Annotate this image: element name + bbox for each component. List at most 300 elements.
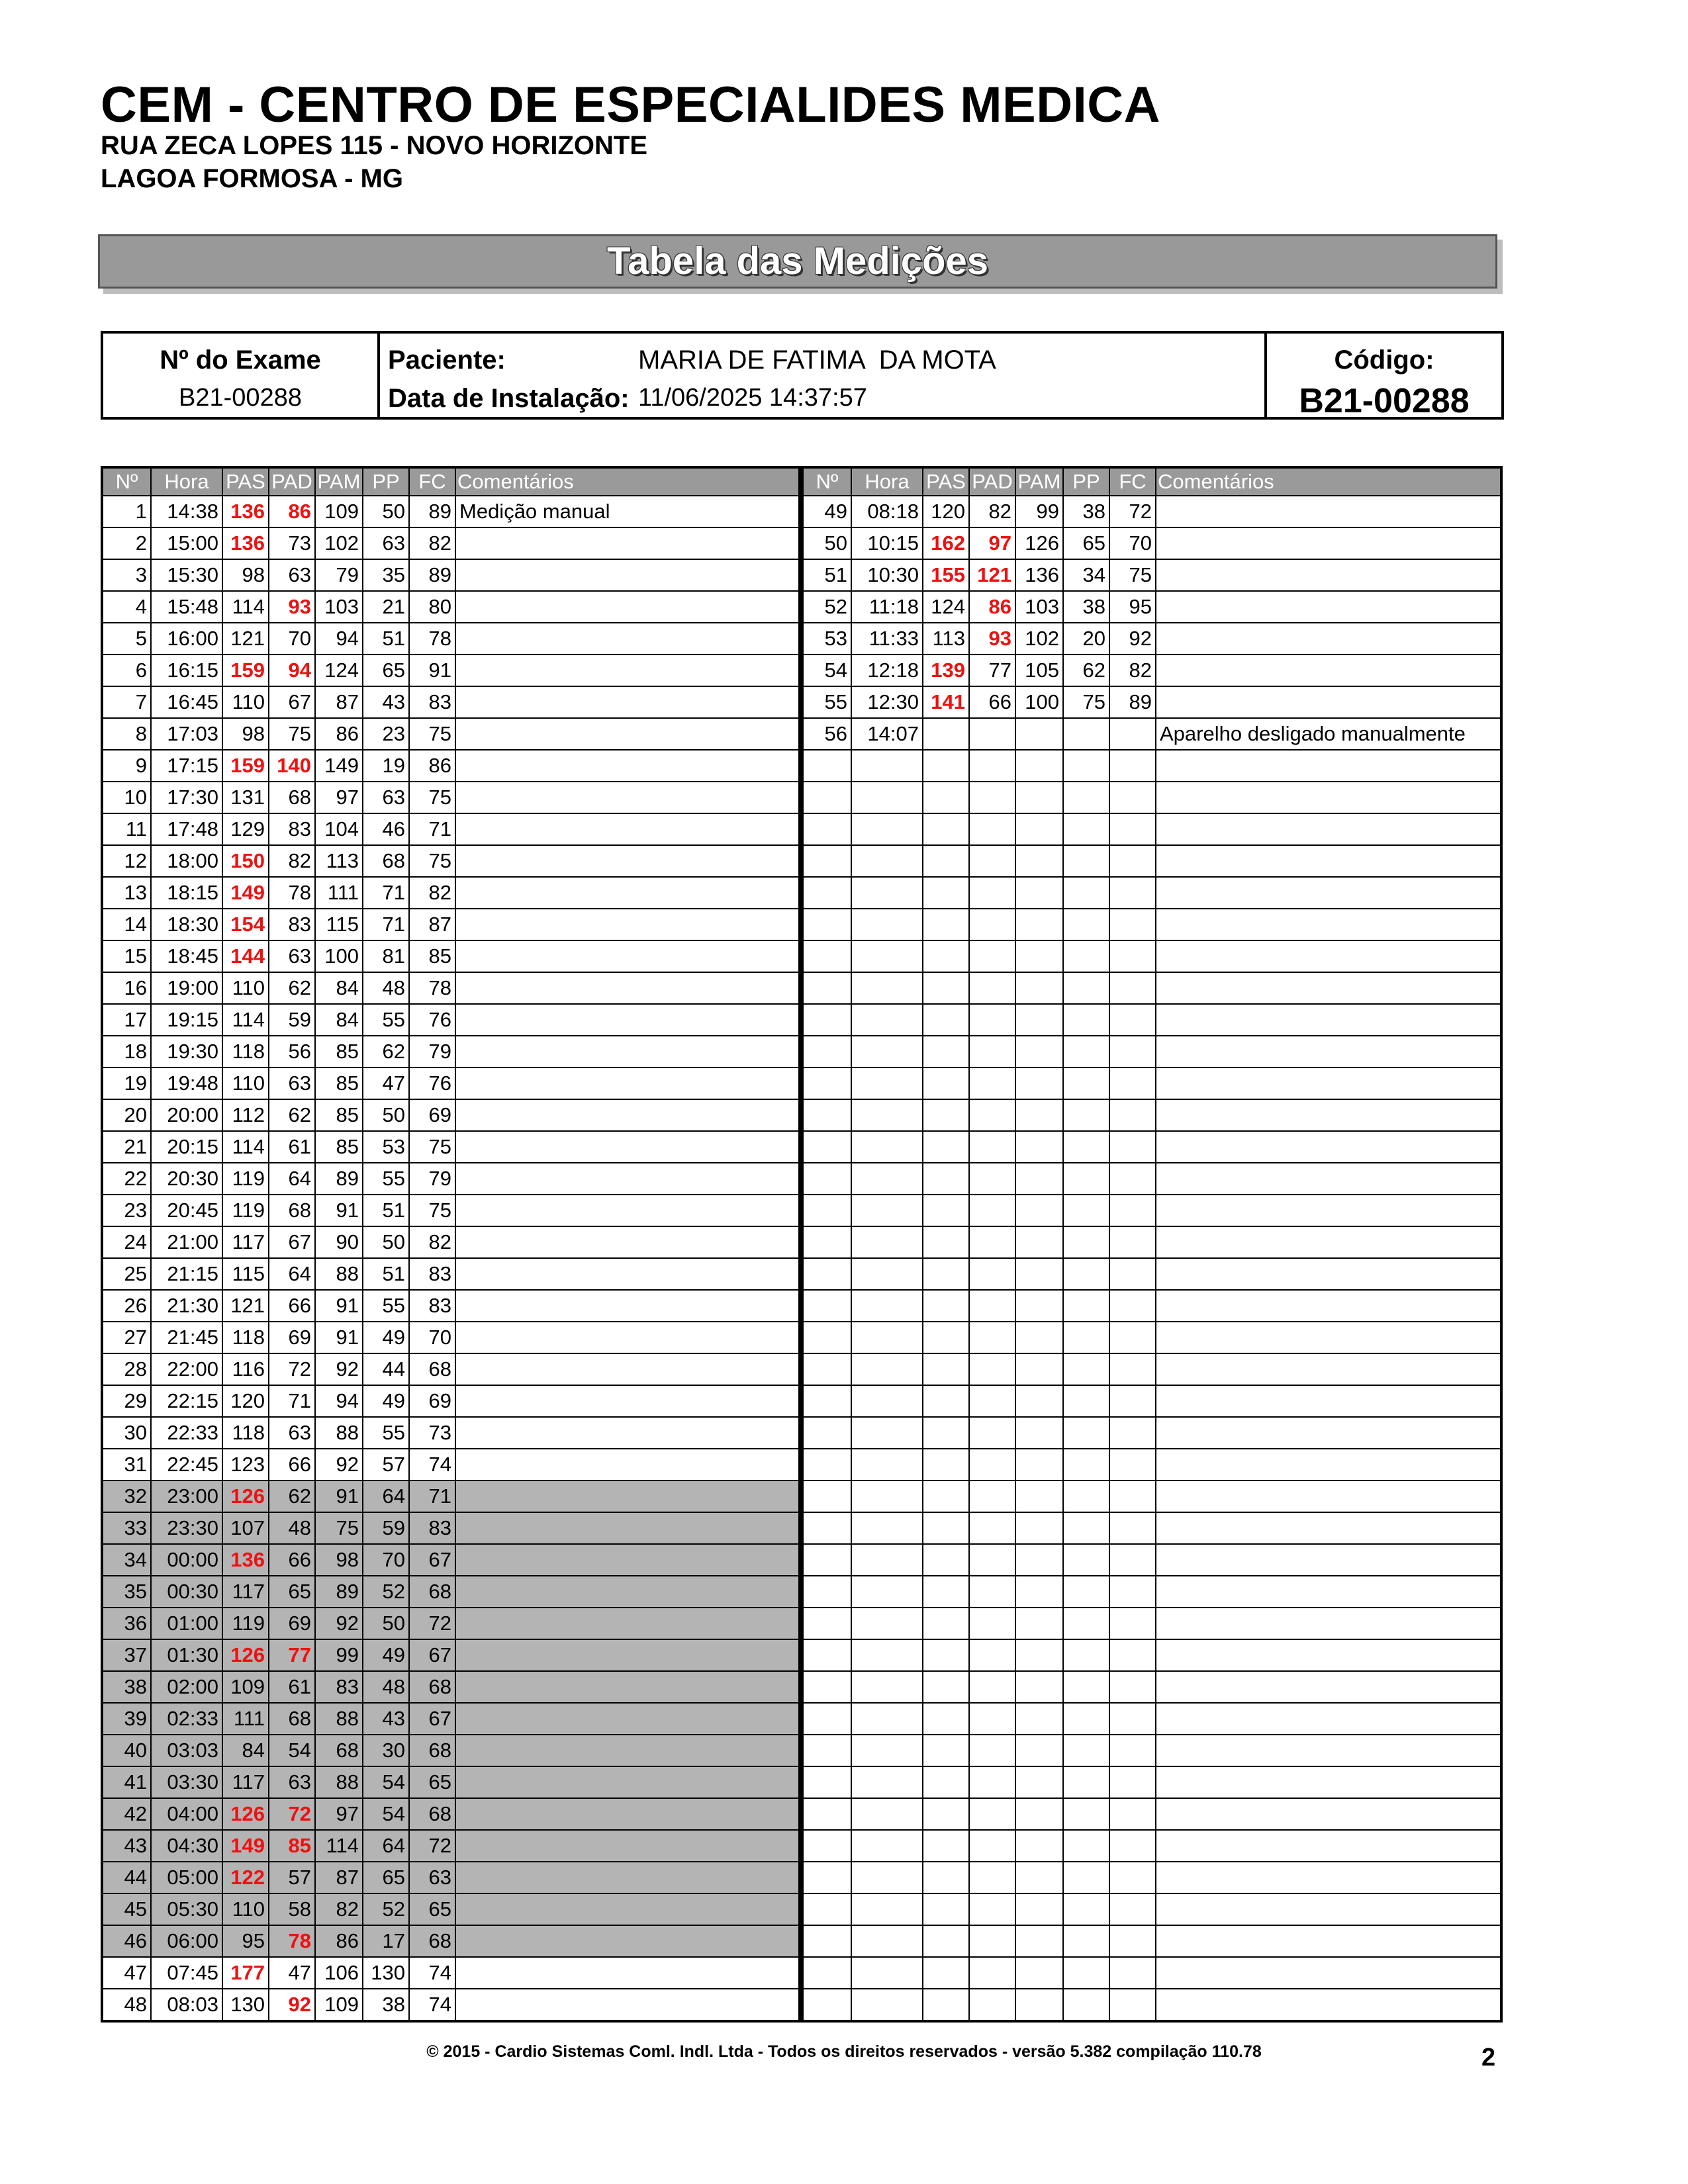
table-row — [102, 718, 800, 750]
cell-fc: 85 — [409, 940, 455, 972]
cell-numero: 42 — [102, 1798, 151, 1830]
table-row — [102, 1957, 800, 1989]
cell-fc — [1109, 1766, 1156, 1798]
cell-pam: 149 — [315, 750, 363, 782]
cell-pad — [969, 1798, 1015, 1830]
empty-table-row — [802, 1957, 1501, 1989]
cell-pas: 120 — [923, 496, 969, 527]
cell-numero — [802, 1735, 851, 1766]
cell-fc: 83 — [409, 1512, 455, 1544]
cell-comentario — [1156, 1703, 1501, 1735]
cell-hora: 22:45 — [151, 1449, 222, 1480]
cell-pam: 109 — [315, 496, 363, 527]
cell-pp: 51 — [363, 1195, 409, 1226]
cell-pad — [969, 1068, 1015, 1099]
cell-pad — [969, 1004, 1015, 1036]
cell-fc: 80 — [409, 591, 455, 623]
cell-pam: 99 — [1015, 496, 1063, 527]
cell-hora: 05:00 — [151, 1862, 222, 1893]
col-header-comentarios: Comentários — [455, 467, 800, 496]
cell-hora: 19:15 — [151, 1004, 222, 1036]
cell-numero: 30 — [102, 1417, 151, 1449]
cell-numero — [802, 1893, 851, 1925]
cell-numero — [802, 1195, 851, 1226]
cell-pas — [923, 1766, 969, 1798]
empty-table-row — [802, 972, 1501, 1004]
cell-hora — [851, 1671, 923, 1703]
cell-pad — [969, 1608, 1015, 1639]
cell-pam: 103 — [315, 591, 363, 623]
code-label: Código: — [1334, 345, 1434, 375]
table-row — [802, 623, 1501, 655]
cell-pas — [923, 750, 969, 782]
cell-hora — [851, 1258, 923, 1290]
cell-pp — [1063, 813, 1109, 845]
cell-pad: 66 — [269, 1290, 315, 1322]
cell-pp — [1063, 1068, 1109, 1099]
cell-pas — [923, 1068, 969, 1099]
cell-pad: 66 — [969, 686, 1015, 718]
cell-numero — [802, 909, 851, 940]
cell-fc — [1109, 1608, 1156, 1639]
cell-pam: 91 — [315, 1195, 363, 1226]
cell-pam — [1015, 1226, 1063, 1258]
cell-comentario — [1156, 1480, 1501, 1512]
cell-pam: 105 — [1015, 655, 1063, 686]
cell-fc — [1109, 972, 1156, 1004]
cell-comentario — [1156, 1576, 1501, 1608]
cell-fc — [1109, 1798, 1156, 1830]
cell-pas: 98 — [222, 559, 269, 591]
table-row — [102, 1480, 800, 1512]
cell-hora: 11:33 — [851, 623, 923, 655]
cell-numero: 33 — [102, 1512, 151, 1544]
cell-fc: 79 — [409, 1163, 455, 1195]
cell-pp: 50 — [363, 1226, 409, 1258]
cell-numero: 36 — [102, 1608, 151, 1639]
table-row — [102, 623, 800, 655]
cell-pad — [969, 1226, 1015, 1258]
cell-fc — [1109, 940, 1156, 972]
cell-fc — [1109, 1671, 1156, 1703]
cell-pp — [1063, 1449, 1109, 1480]
cell-comentario — [1156, 496, 1501, 527]
table-row — [102, 496, 800, 527]
cell-comentario — [1156, 909, 1501, 940]
cell-pad — [969, 1989, 1015, 2021]
cell-comentario — [455, 1385, 800, 1417]
cell-pam: 98 — [315, 1544, 363, 1576]
cell-pp: 47 — [363, 1068, 409, 1099]
cell-pas — [923, 1703, 969, 1735]
cell-hora: 17:15 — [151, 750, 222, 782]
cell-comentario — [1156, 1544, 1501, 1576]
col-header-pad: PAD — [969, 467, 1015, 496]
cell-numero: 28 — [102, 1353, 151, 1385]
table-row — [102, 750, 800, 782]
table-row — [102, 1036, 800, 1068]
cell-pas: 110 — [222, 686, 269, 718]
cell-pp — [1063, 750, 1109, 782]
cell-numero — [802, 1036, 851, 1068]
cell-fc — [1109, 1957, 1156, 1989]
cell-pad: 140 — [269, 750, 315, 782]
cell-numero — [802, 1798, 851, 1830]
cell-pad — [969, 877, 1015, 909]
cell-comentario — [1156, 782, 1501, 813]
cell-fc — [1109, 1068, 1156, 1099]
cell-pam: 103 — [1015, 591, 1063, 623]
table-row — [102, 591, 800, 623]
cell-numero: 14 — [102, 909, 151, 940]
cell-numero — [802, 1353, 851, 1385]
cell-pas — [923, 1735, 969, 1766]
empty-table-row — [802, 1989, 1501, 2021]
cell-pas — [923, 782, 969, 813]
cell-pp: 63 — [363, 782, 409, 813]
cell-fc: 83 — [409, 686, 455, 718]
cell-pas: 121 — [222, 623, 269, 655]
cell-pp — [1063, 1004, 1109, 1036]
cell-pad — [969, 1544, 1015, 1576]
cell-hora: 18:30 — [151, 909, 222, 940]
cell-pas: 144 — [222, 940, 269, 972]
cell-pad: 58 — [269, 1893, 315, 1925]
cell-hora — [851, 1830, 923, 1862]
cell-comentario — [455, 1639, 800, 1671]
cell-pad: 77 — [269, 1639, 315, 1671]
cell-numero: 27 — [102, 1322, 151, 1353]
cell-pp: 70 — [363, 1544, 409, 1576]
table-row — [102, 1068, 800, 1099]
cell-fc: 71 — [409, 1480, 455, 1512]
cell-pas — [923, 1290, 969, 1322]
cell-pas: 126 — [222, 1480, 269, 1512]
cell-fc: 75 — [409, 782, 455, 813]
cell-comentario — [1156, 1099, 1501, 1131]
cell-hora — [851, 782, 923, 813]
cell-pam: 104 — [315, 813, 363, 845]
cell-hora — [851, 1036, 923, 1068]
cell-pam: 82 — [315, 1893, 363, 1925]
cell-pp: 71 — [363, 877, 409, 909]
cell-fc — [1109, 1385, 1156, 1417]
cell-comentario — [1156, 1258, 1501, 1290]
cell-pad: 85 — [269, 1830, 315, 1862]
table-row — [102, 782, 800, 813]
cell-comentario — [1156, 1385, 1501, 1417]
cell-pp — [1063, 1639, 1109, 1671]
cell-numero: 2 — [102, 527, 151, 559]
cell-numero — [802, 750, 851, 782]
cell-numero: 35 — [102, 1576, 151, 1608]
cell-pam — [1015, 1258, 1063, 1290]
cell-hora — [851, 1290, 923, 1322]
cell-comentario — [455, 1449, 800, 1480]
cell-comentario — [455, 1671, 800, 1703]
cell-hora — [851, 1226, 923, 1258]
cell-pad: 69 — [269, 1322, 315, 1353]
table-body-left — [102, 496, 800, 2021]
cell-comentario — [1156, 1417, 1501, 1449]
empty-table-row — [802, 1480, 1501, 1512]
cell-fc: 74 — [409, 1449, 455, 1480]
cell-fc: 75 — [409, 1131, 455, 1163]
cell-hora — [851, 1893, 923, 1925]
cell-pam — [1015, 1608, 1063, 1639]
cell-pad: 75 — [269, 718, 315, 750]
cell-pad: 78 — [269, 877, 315, 909]
cell-pp: 38 — [1063, 496, 1109, 527]
cell-fc — [1109, 1258, 1156, 1290]
cell-pas: 119 — [222, 1195, 269, 1226]
empty-table-row — [802, 1163, 1501, 1195]
table-row — [102, 1163, 800, 1195]
cell-pam — [1015, 1131, 1063, 1163]
cell-pp: 55 — [363, 1163, 409, 1195]
cell-numero: 56 — [802, 718, 851, 750]
cell-numero — [802, 940, 851, 972]
cell-fc: 68 — [409, 1735, 455, 1766]
cell-hora — [851, 1353, 923, 1385]
cell-hora: 17:30 — [151, 782, 222, 813]
cell-comentario — [1156, 1004, 1501, 1036]
empty-table-row — [802, 1226, 1501, 1258]
cell-hora: 04:30 — [151, 1830, 222, 1862]
cell-pad — [969, 1893, 1015, 1925]
empty-table-row — [802, 1195, 1501, 1226]
cell-pp: 71 — [363, 909, 409, 940]
section-title: Tabela das Medições — [607, 240, 988, 283]
cell-pp: 81 — [363, 940, 409, 972]
cell-numero — [802, 1258, 851, 1290]
cell-pam: 87 — [315, 686, 363, 718]
cell-fc — [1109, 1893, 1156, 1925]
cell-comentario — [1156, 813, 1501, 845]
cell-hora — [851, 1512, 923, 1544]
empty-table-row — [802, 1639, 1501, 1671]
cell-hora — [851, 940, 923, 972]
cell-pp — [1063, 1576, 1109, 1608]
table-row — [102, 1671, 800, 1703]
cell-pas — [923, 1004, 969, 1036]
cell-comentario — [1156, 1639, 1501, 1671]
cell-fc: 75 — [409, 1195, 455, 1226]
cell-pad: 63 — [269, 940, 315, 972]
cell-pp — [1063, 718, 1109, 750]
cell-fc: 78 — [409, 623, 455, 655]
cell-numero: 43 — [102, 1830, 151, 1862]
cell-comentario — [1156, 1353, 1501, 1385]
cell-pam: 102 — [315, 527, 363, 559]
cell-hora: 00:00 — [151, 1544, 222, 1576]
cell-comentario — [455, 1576, 800, 1608]
empty-table-row — [802, 1576, 1501, 1608]
cell-pam: 88 — [315, 1766, 363, 1798]
table-row — [102, 1925, 800, 1957]
cell-hora: 10:30 — [851, 559, 923, 591]
cell-fc — [1109, 845, 1156, 877]
cell-fc — [1109, 1703, 1156, 1735]
cell-hora: 21:45 — [151, 1322, 222, 1353]
cell-pad — [969, 1766, 1015, 1798]
cell-pad: 82 — [269, 845, 315, 877]
cell-pad — [969, 1480, 1015, 1512]
cell-comentario — [455, 813, 800, 845]
cell-hora: 19:48 — [151, 1068, 222, 1099]
table-row — [102, 1512, 800, 1544]
cell-hora — [851, 1957, 923, 1989]
cell-pas — [923, 1989, 969, 2021]
cell-pad: 97 — [969, 527, 1015, 559]
cell-pad: 73 — [269, 527, 315, 559]
empty-table-row — [802, 940, 1501, 972]
cell-pam: 99 — [315, 1639, 363, 1671]
cell-comentario — [455, 1417, 800, 1449]
cell-pp — [1063, 1798, 1109, 1830]
cell-hora: 15:48 — [151, 591, 222, 623]
cell-fc — [1109, 1639, 1156, 1671]
cell-pp: 130 — [363, 1957, 409, 1989]
cell-fc: 67 — [409, 1703, 455, 1735]
cell-pam: 113 — [315, 845, 363, 877]
cell-numero: 29 — [102, 1385, 151, 1417]
cell-pad: 63 — [269, 1417, 315, 1449]
empty-table-row — [802, 1735, 1501, 1766]
cell-numero: 54 — [802, 655, 851, 686]
cell-pas — [923, 1195, 969, 1226]
cell-fc: 76 — [409, 1004, 455, 1036]
cell-hora — [851, 1925, 923, 1957]
cell-hora — [851, 1417, 923, 1449]
cell-comentario — [455, 1131, 800, 1163]
cell-fc — [1109, 1417, 1156, 1449]
cell-pam — [1015, 1512, 1063, 1544]
cell-numero: 44 — [102, 1862, 151, 1893]
cell-fc: 82 — [1109, 655, 1156, 686]
cell-hora: 20:15 — [151, 1131, 222, 1163]
cell-fc: 74 — [409, 1989, 455, 2021]
cell-pp: 68 — [363, 845, 409, 877]
empty-table-row — [802, 1258, 1501, 1290]
cell-pam: 84 — [315, 1004, 363, 1036]
cell-pam: 102 — [1015, 623, 1063, 655]
cell-numero: 50 — [802, 527, 851, 559]
cell-numero: 11 — [102, 813, 151, 845]
cell-pad: 93 — [269, 591, 315, 623]
cell-numero: 34 — [102, 1544, 151, 1576]
cell-pam: 126 — [1015, 527, 1063, 559]
cell-pad — [969, 1576, 1015, 1608]
install-date-value: 11/06/2025 14:37:57 — [638, 384, 867, 412]
cell-numero — [802, 1671, 851, 1703]
cell-hora: 12:30 — [851, 686, 923, 718]
cell-fc: 89 — [1109, 686, 1156, 718]
install-date-label: Data de Instalação: — [388, 384, 630, 413]
cell-comentario — [1156, 1449, 1501, 1480]
cell-pam — [1015, 782, 1063, 813]
measurements-table-right — [801, 466, 1503, 2023]
cell-pas: 131 — [222, 782, 269, 813]
table-row — [102, 1449, 800, 1480]
cell-numero: 13 — [102, 877, 151, 909]
cell-pas: 126 — [222, 1639, 269, 1671]
cell-numero: 10 — [102, 782, 151, 813]
cell-pp: 54 — [363, 1798, 409, 1830]
cell-pad: 83 — [269, 813, 315, 845]
cell-pam — [1015, 750, 1063, 782]
cell-pad — [969, 940, 1015, 972]
cell-comentario — [455, 909, 800, 940]
cell-comentario — [1156, 1766, 1501, 1798]
cell-pad: 47 — [269, 1957, 315, 1989]
cell-hora: 15:30 — [151, 559, 222, 591]
cell-comentario — [455, 559, 800, 591]
cell-pas: 114 — [222, 1131, 269, 1163]
cell-numero — [802, 1862, 851, 1893]
clinic-address-line2: LAGOA FORMOSA - MG — [101, 164, 403, 193]
cell-pas: 162 — [923, 527, 969, 559]
cell-comentario — [455, 1322, 800, 1353]
cell-numero: 20 — [102, 1099, 151, 1131]
cell-pp — [1063, 1417, 1109, 1449]
cell-pas: 136 — [222, 1544, 269, 1576]
cell-fc: 79 — [409, 1036, 455, 1068]
cell-comentario — [455, 1195, 800, 1226]
cell-comentario — [455, 1290, 800, 1322]
cell-pp — [1063, 1862, 1109, 1893]
cell-comentario — [1156, 1989, 1501, 2021]
cell-pam: 85 — [315, 1131, 363, 1163]
table-row — [102, 1099, 800, 1131]
cell-hora: 21:00 — [151, 1226, 222, 1258]
cell-pad — [969, 718, 1015, 750]
col-header-pp: PP — [363, 467, 409, 496]
cell-pp: 49 — [363, 1639, 409, 1671]
cell-numero — [802, 1322, 851, 1353]
cell-hora: 02:00 — [151, 1671, 222, 1703]
cell-fc: 78 — [409, 972, 455, 1004]
empty-table-row — [802, 877, 1501, 909]
cell-pp: 49 — [363, 1322, 409, 1353]
cell-comentario — [1156, 655, 1501, 686]
cell-pas — [923, 845, 969, 877]
cell-comentario — [1156, 559, 1501, 591]
cell-hora: 12:18 — [851, 655, 923, 686]
cell-pp — [1063, 1036, 1109, 1068]
table-row — [102, 1417, 800, 1449]
cell-hora: 16:45 — [151, 686, 222, 718]
empty-table-row — [802, 1862, 1501, 1893]
cell-pp — [1063, 972, 1109, 1004]
empty-table-row — [802, 909, 1501, 940]
cell-pas — [923, 1830, 969, 1862]
cell-numero: 18 — [102, 1036, 151, 1068]
cell-numero: 53 — [802, 623, 851, 655]
table-row — [102, 1989, 800, 2021]
cell-hora — [851, 877, 923, 909]
cell-pad: 68 — [269, 1195, 315, 1226]
cell-fc: 92 — [1109, 623, 1156, 655]
cell-pas: 119 — [222, 1608, 269, 1639]
empty-table-row — [802, 1131, 1501, 1163]
cell-hora: 18:45 — [151, 940, 222, 972]
cell-pas: 117 — [222, 1766, 269, 1798]
cell-pp: 50 — [363, 1099, 409, 1131]
cell-pam: 85 — [315, 1036, 363, 1068]
table-header-row — [102, 467, 800, 496]
cell-pas — [923, 1671, 969, 1703]
